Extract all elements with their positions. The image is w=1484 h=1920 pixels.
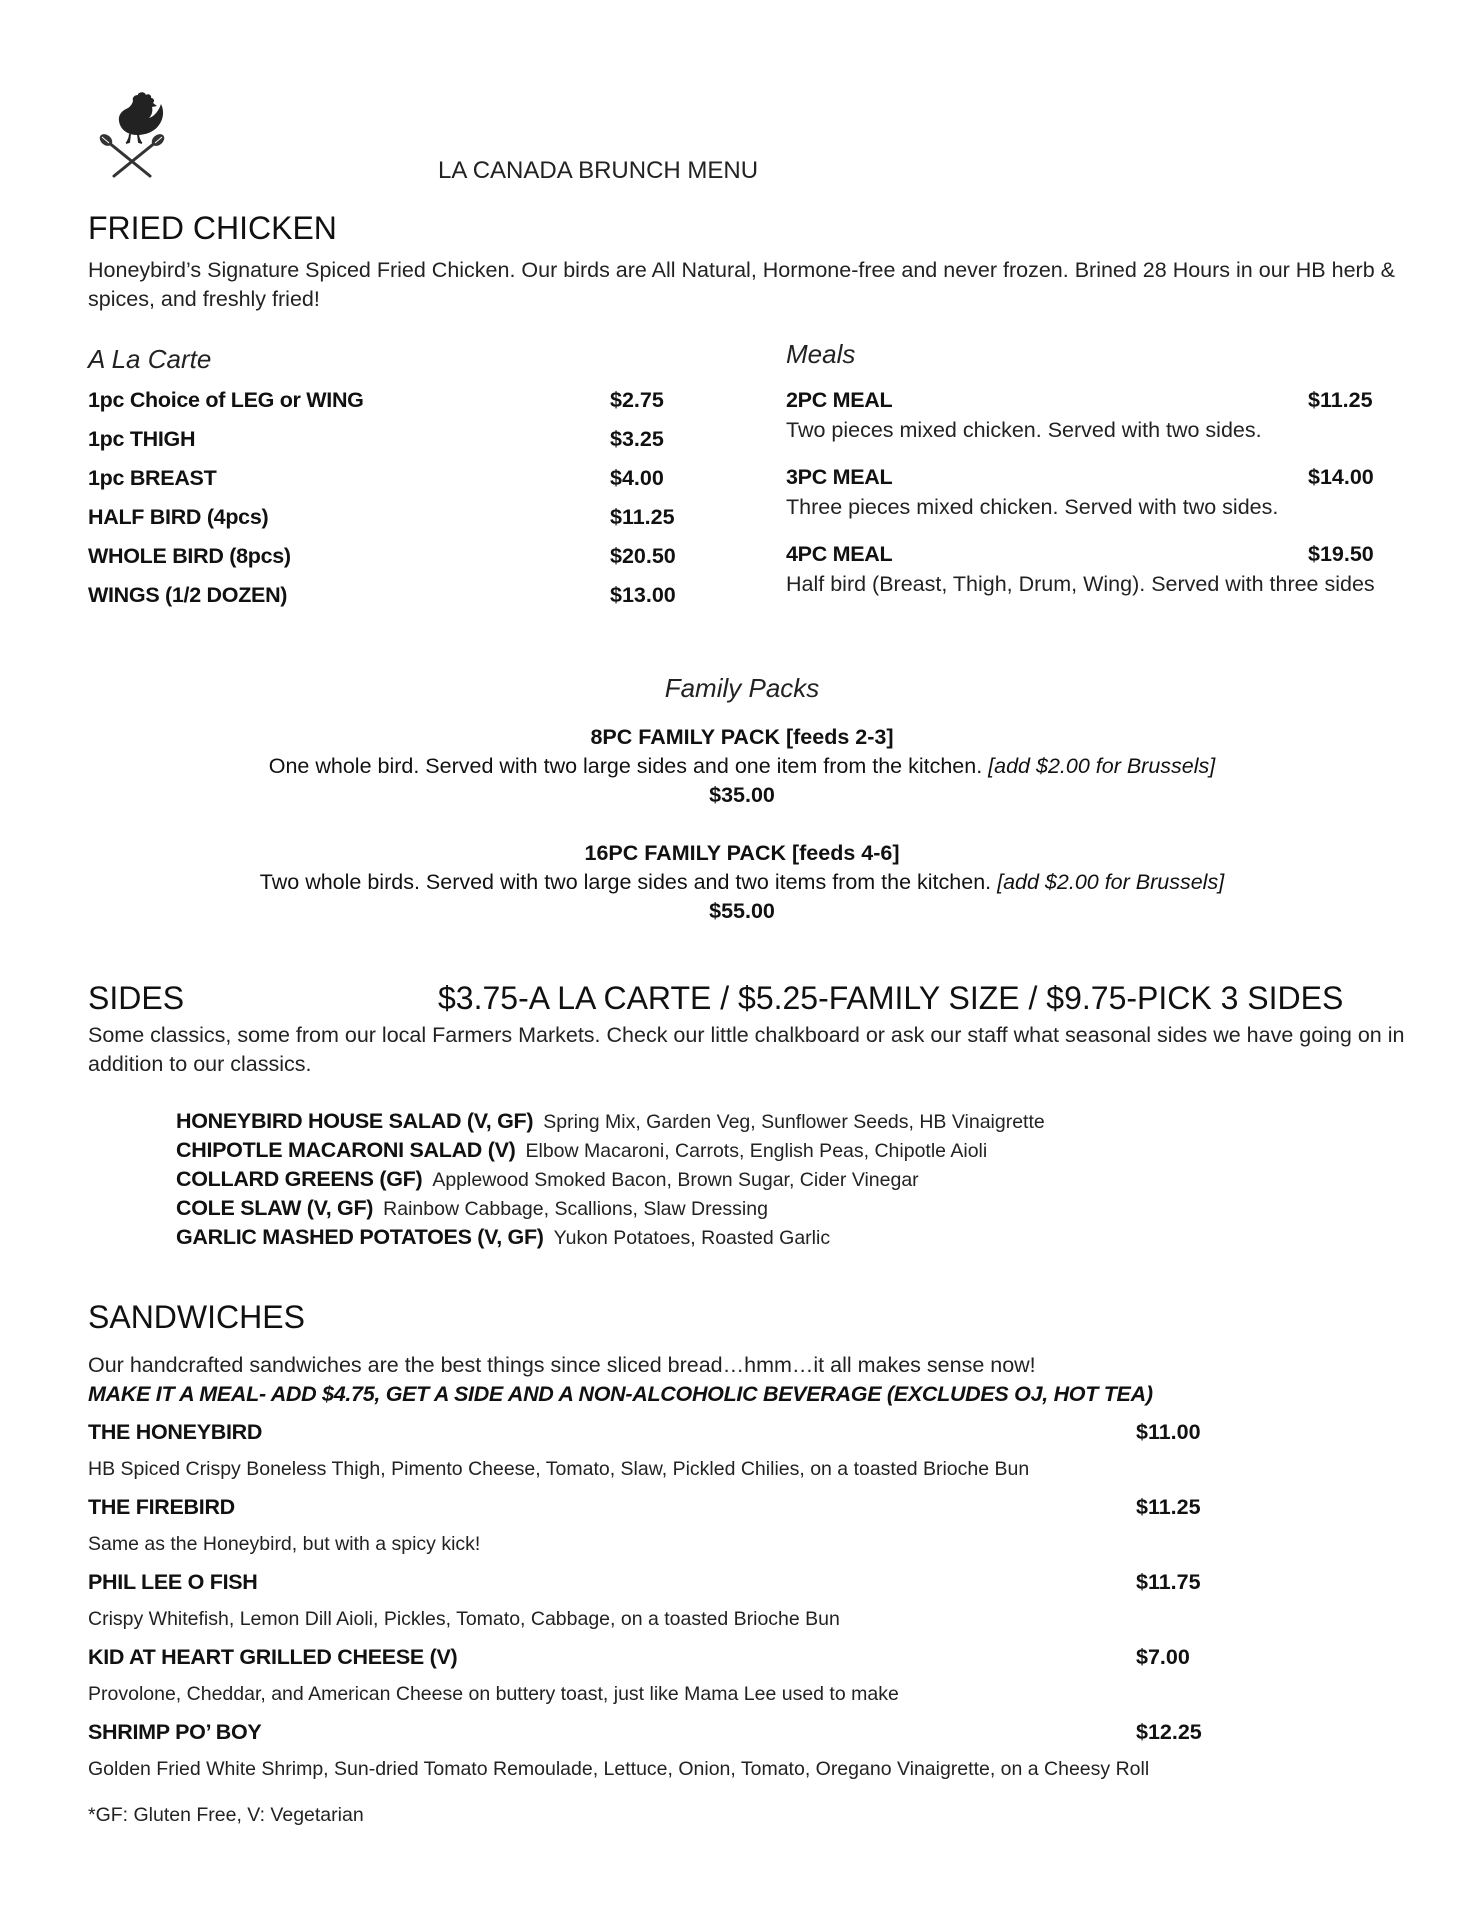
family-pack-price: $55.00	[709, 899, 775, 923]
a-la-carte-item-price: $4.00	[610, 466, 664, 490]
family-pack-note: [add $2.00 for Brussels]	[988, 754, 1216, 778]
a-la-carte-item-price: $20.50	[610, 544, 676, 568]
sandwich-name: SHRIMP PO’ BOY	[88, 1720, 262, 1744]
a-la-carte-item-price: $11.25	[610, 505, 675, 529]
side-item	[176, 1225, 830, 1250]
side-name: GARLIC MASHED POTATOES (V, GF)	[176, 1225, 544, 1249]
side-item	[176, 1138, 987, 1163]
family-pack-price: $35.00	[709, 783, 775, 807]
sandwich-description: Golden Fried White Shrimp, Sun-dried Tomato Remoulade, Lettuce, Onion, Tomato, Oregano Vinaigrette, on a Cheesy Roll	[88, 1758, 1150, 1780]
side-name: HONEYBIRD HOUSE SALAD (V, GF)	[176, 1109, 534, 1133]
side-description: Applewood Smoked Bacon, Brown Sugar, Cider Vinegar	[432, 1169, 919, 1191]
a-la-carte-heading: A La Carte	[88, 344, 212, 374]
sandwich-price: $11.00	[1136, 1420, 1201, 1444]
fried-chicken-intro: Honeybird’s Signature Spiced Fried Chicken. Our birds are All Natural, Hormone-free and never frozen. Brined 28 Hours in our HB herb & spices, and freshly fried!	[88, 258, 1395, 311]
meal-name: 3PC MEAL	[786, 465, 893, 489]
sandwich-price: $12.25	[1136, 1720, 1202, 1744]
family-pack-description: Two whole birds. Served with two large sides and two items from the kitchen.	[259, 870, 992, 894]
family-pack-description-line	[0, 870, 1484, 895]
side-item	[176, 1167, 919, 1192]
a-la-carte-item-price: $3.25	[610, 427, 664, 451]
family-pack-name: 8PC FAMILY PACK [feeds 2-3]	[590, 725, 894, 749]
section-title-sandwiches: SANDWICHES	[88, 1299, 305, 1335]
side-description: Yukon Potatoes, Roasted Garlic	[553, 1227, 831, 1249]
sandwich-description: Provolone, Cheddar, and American Cheese on buttery toast, just like Mama Lee used to make	[88, 1683, 899, 1705]
a-la-carte-item-name: 1pc BREAST	[88, 466, 217, 490]
side-item	[176, 1196, 768, 1221]
a-la-carte-item-name: 1pc Choice of LEG or WING	[88, 388, 364, 412]
sandwiches-intro: Our handcrafted sandwiches are the best things since sliced bread…hmm…it all makes sense now!	[88, 1353, 1036, 1377]
family-pack-name: 16PC FAMILY PACK [feeds 4-6]	[584, 841, 900, 865]
a-la-carte-item-price: $2.75	[610, 388, 664, 412]
a-la-carte-item-name: WHOLE BIRD (8pcs)	[88, 544, 291, 568]
family-pack-note: [add $2.00 for Brussels]	[997, 870, 1225, 894]
sandwich-price: $11.25	[1136, 1495, 1201, 1519]
sandwich-description: HB Spiced Crispy Boneless Thigh, Pimento Cheese, Tomato, Slaw, Pickled Chilies, on a toasted Brioche Bun	[88, 1458, 1030, 1480]
meal-name: 2PC MEAL	[786, 388, 893, 412]
meal-price: $14.00	[1308, 465, 1374, 489]
meal-description: Three pieces mixed chicken. Served with two sides.	[786, 495, 1279, 519]
section-title-fried-chicken: FRIED CHICKEN	[88, 210, 337, 246]
a-la-carte-item-name: 1pc THIGH	[88, 427, 196, 451]
meal-description: Two pieces mixed chicken. Served with two sides.	[786, 418, 1262, 442]
sandwich-description: Crispy Whitefish, Lemon Dill Aioli, Pickles, Tomato, Cabbage, on a toasted Brioche Bun	[88, 1608, 840, 1630]
meal-name: 4PC MEAL	[786, 542, 893, 566]
chicken-logo-icon	[94, 90, 170, 182]
meals-heading: Meals	[786, 339, 856, 369]
side-description: Elbow Macaroni, Carrots, English Peas, Chipotle Aioli	[525, 1140, 988, 1162]
side-description: Rainbow Cabbage, Scallions, Slaw Dressing	[383, 1198, 768, 1220]
family-pack-description: One whole bird. Served with two large sides and one item from the kitchen.	[268, 754, 983, 778]
side-description: Spring Mix, Garden Veg, Sunflower Seeds, HB Vinaigrette	[543, 1111, 1045, 1133]
section-title-sides: SIDES	[88, 980, 185, 1016]
side-name: CHIPOTLE MACARONI SALAD (V)	[176, 1138, 516, 1162]
a-la-carte-item-price: $13.00	[610, 583, 676, 607]
side-item	[176, 1109, 1045, 1134]
menu-title: LA CANADA BRUNCH MENU	[438, 157, 759, 184]
sandwich-name: PHIL LEE O FISH	[88, 1570, 258, 1594]
a-la-carte-item-name: HALF BIRD (4pcs)	[88, 505, 269, 529]
sandwich-price: $7.00	[1136, 1645, 1190, 1669]
sandwich-name: KID AT HEART GRILLED CHEESE (V)	[88, 1645, 458, 1669]
sides-pricing: $3.75-A LA CARTE / $5.25-FAMILY SIZE / $9.75-PICK 3 SIDES	[438, 980, 1344, 1016]
family-packs-heading: Family Packs	[664, 673, 820, 703]
sandwich-description: Same as the Honeybird, but with a spicy kick!	[88, 1533, 481, 1555]
sandwich-price: $11.75	[1136, 1570, 1201, 1594]
footnote: *GF: Gluten Free, V: Vegetarian	[88, 1804, 364, 1826]
meal-price: $19.50	[1308, 542, 1374, 566]
a-la-carte-item-name: WINGS (1/2 DOZEN)	[88, 583, 288, 607]
meal-price: $11.25	[1308, 388, 1373, 412]
sandwich-name: THE HONEYBIRD	[88, 1420, 263, 1444]
sides-intro: Some classics, some from our local Farmers Markets. Check our little chalkboard or ask our staff what seasonal sides we have going on in addition to our classics.	[88, 1023, 1405, 1076]
family-pack-description-line	[0, 754, 1484, 779]
sandwiches-meal-offer: MAKE IT A MEAL- ADD $4.75, GET A SIDE AND A NON-ALCOHOLIC BEVERAGE (EXCLUDES OJ, HOT TEA)	[88, 1382, 1153, 1406]
sandwich-name: THE FIREBIRD	[88, 1495, 235, 1519]
meal-description: Half bird (Breast, Thigh, Drum, Wing). Served with three sides	[786, 572, 1375, 596]
side-name: COLE SLAW (V, GF)	[176, 1196, 374, 1220]
side-name: COLLARD GREENS (GF)	[176, 1167, 423, 1191]
